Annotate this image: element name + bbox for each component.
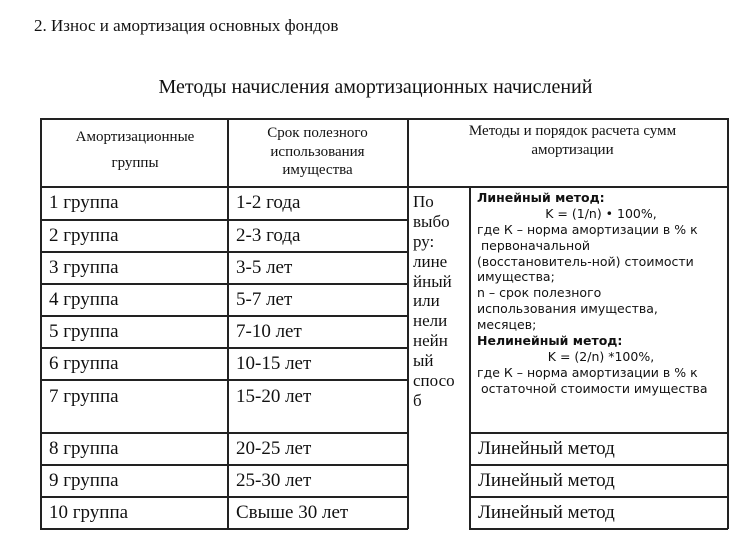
term-cell: 15-20 лет <box>236 385 312 407</box>
choice-line: или <box>413 291 440 311</box>
method-cell: Линейный метод <box>478 437 615 459</box>
group-cell: 1 группа <box>49 192 119 213</box>
term-cell: Свыше 30 лет <box>236 501 349 523</box>
section-heading: 2. Износ и амортизация основных фондов <box>34 16 339 35</box>
group-cell: 10 группа <box>49 501 129 523</box>
group-cell: 9 группа <box>49 469 119 491</box>
method-cell: Линейный метод <box>478 501 615 523</box>
method-line: остаточной стоимости имущества <box>477 380 708 396</box>
table-border <box>40 528 408 530</box>
choice-line: ый <box>413 351 434 370</box>
group-cell: 8 группа <box>49 437 119 459</box>
nonlinear-method-title: Нелинейный метод: <box>477 332 623 348</box>
method-cell: Линейный метод <box>478 469 615 491</box>
nonlinear-formula: K = (2/n) *100%, <box>547 348 655 364</box>
header-methods: Методы и порядок расчета сумм амортизации <box>468 123 677 158</box>
table-border <box>407 118 409 529</box>
method-description <box>477 190 725 396</box>
group-cell: 7 группа <box>49 385 119 407</box>
choice-line: ру: <box>413 231 435 251</box>
header-term: Срок полезного использования имущества <box>267 124 368 179</box>
term-cell: 5-7 лет <box>236 288 293 310</box>
term-cell: 7-10 лет <box>236 320 302 342</box>
term-cell: 10-15 лет <box>236 352 312 374</box>
table-title: Методы начисления амортизационных начислений <box>158 76 593 98</box>
table-border <box>469 528 728 530</box>
group-cell: 5 группа <box>49 320 119 342</box>
method-line: месяцев; <box>477 317 537 332</box>
choice-text <box>413 192 465 411</box>
method-line: n – срок полезного <box>477 285 602 301</box>
choice-line: нели <box>413 311 448 331</box>
method-line: где К – норма амортизации в % к <box>477 364 698 380</box>
choice-line: По <box>413 192 434 211</box>
choice-line: выбо <box>413 211 450 231</box>
method-line: (восстановитель-ной) стоимости <box>477 253 694 269</box>
method-line: где К – норма амортизации в % к <box>477 221 698 237</box>
term-cell: 2-3 года <box>236 224 301 246</box>
term-cell: 25-30 лет <box>236 469 312 491</box>
table-border <box>40 118 728 120</box>
group-cell: 2 группа <box>49 224 119 246</box>
method-line: использования имущества, <box>477 301 658 317</box>
choice-line: йный <box>413 271 452 291</box>
term-cell: 20-25 лет <box>236 437 312 459</box>
method-line: имущества; <box>477 269 555 285</box>
method-line: первоначальной <box>477 237 590 253</box>
choice-line: б <box>413 390 422 410</box>
linear-formula: K = (1/n) • 100%, <box>545 205 657 221</box>
header-groups: Амортизационные группы <box>75 129 195 171</box>
choice-line: спосо <box>413 370 455 390</box>
linear-method-title: Линейный метод: <box>477 190 605 205</box>
term-cell: 1-2 года <box>236 192 301 213</box>
group-cell: 3 группа <box>49 256 119 278</box>
group-cell: 6 группа <box>49 352 119 374</box>
choice-line: нейн <box>413 331 448 351</box>
choice-line: лине <box>413 251 448 271</box>
table-border <box>727 118 729 529</box>
term-cell: 3-5 лет <box>236 256 293 278</box>
group-cell: 4 группа <box>49 288 119 310</box>
